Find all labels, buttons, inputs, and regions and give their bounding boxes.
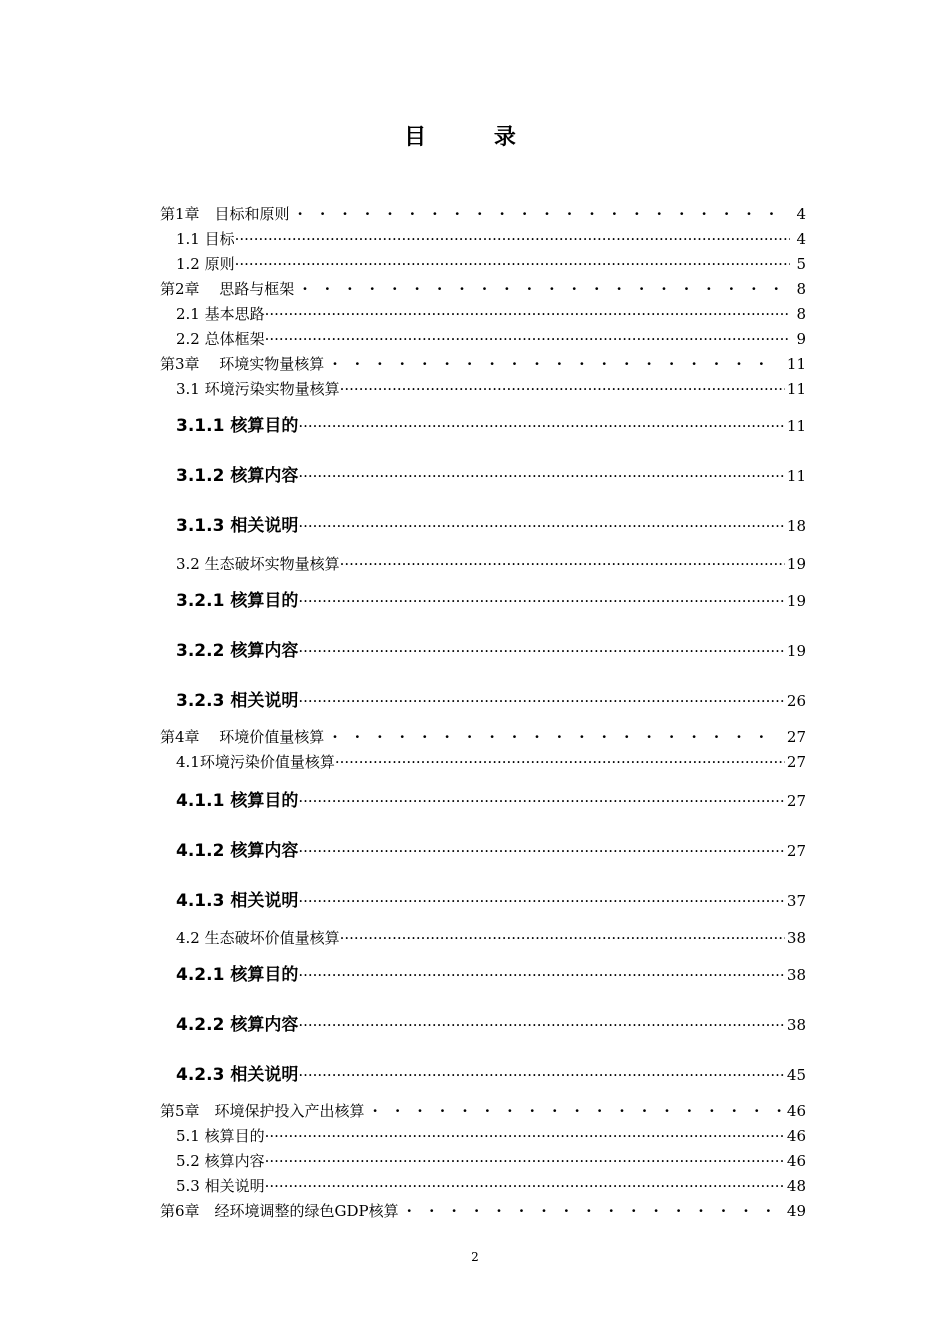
toc-entry-page: 27: [786, 728, 806, 746]
toc-entry-chap[interactable]: [160, 278, 806, 299]
toc-leader-dots: [265, 1177, 785, 1195]
toc-leader-dots: [298, 692, 785, 710]
toc-leader-dots: [340, 555, 785, 573]
toc-leader-dots: [298, 892, 785, 910]
toc-entry-page: 18: [786, 517, 806, 535]
toc-entry-page: 27: [786, 792, 806, 810]
toc-entry-page: 11: [786, 380, 806, 398]
toc-entry-page: 46: [786, 1152, 806, 1170]
toc-entry-label: 3.2.1 核算目的: [176, 591, 299, 611]
toc-leader-dots: [298, 1016, 785, 1034]
toc-leader-dots: [335, 753, 785, 771]
toc-entry-sec[interactable]: [176, 1175, 806, 1196]
toc-entry-label: 4.2.1 核算目的: [176, 965, 299, 985]
toc-entry-chap[interactable]: [160, 1200, 806, 1221]
toc-entry-sec[interactable]: [176, 1125, 806, 1146]
toc-entry-page: 45: [786, 1066, 806, 1084]
toc-leader-dots: [298, 1066, 785, 1084]
toc-entry-page: 4: [796, 230, 806, 248]
toc-entry-label: 3.2.2 核算内容: [176, 641, 299, 661]
toc-entry-label: 第1章 目标和原则: [160, 205, 290, 223]
toc-entry-sec[interactable]: [176, 927, 806, 948]
toc-entry-page: 27: [786, 842, 806, 860]
toc-leader-dots: [298, 642, 785, 660]
toc-entry-sub[interactable]: [176, 511, 806, 536]
toc-entry-page: 8: [796, 305, 806, 323]
toc-leader-dots: [298, 966, 785, 984]
toc-entry-label: 4.2.3 相关说明: [176, 1065, 299, 1085]
toc-leader-dots: [324, 728, 781, 746]
toc-entry-label: 5.2 核算内容: [176, 1152, 265, 1170]
toc-entry-sec[interactable]: [176, 378, 806, 399]
toc-leader-dots: [298, 592, 785, 610]
toc-entry-page: 38: [786, 929, 806, 947]
toc-entry-page: 46: [786, 1102, 806, 1120]
toc-leader-dots: [399, 1202, 781, 1220]
toc-entry-label: 第5章 环境保护投入产出核算: [160, 1102, 365, 1120]
toc-entry-label: 4.1.1 核算目的: [176, 791, 299, 811]
toc-entry-page: 4: [796, 205, 806, 223]
toc-entry-label: 2.1 基本思路: [176, 305, 265, 323]
toc-leader-dots: [298, 417, 785, 435]
toc-leader-dots: [265, 1127, 785, 1145]
toc-entry-page: 27: [786, 753, 806, 771]
toc-entry-sec[interactable]: [176, 303, 806, 324]
toc-entry-label: 4.2 生态破坏价值量核算: [176, 929, 340, 947]
toc-entry-label: 第4章 环境价值量核算: [160, 728, 325, 746]
toc-entry-page: 5: [796, 255, 806, 273]
toc-entry-label: 第6章 经环境调整的绿色GDP核算: [160, 1202, 399, 1220]
toc-entry-sub[interactable]: [176, 1010, 806, 1035]
toc-entry-page: 26: [786, 692, 806, 710]
toc-entry-page: 8: [796, 280, 806, 298]
toc-entry-sec[interactable]: [176, 228, 806, 249]
toc-entry-sub[interactable]: [176, 586, 806, 611]
toc-entry-page: 48: [786, 1177, 806, 1195]
toc-entry-page: 11: [786, 417, 806, 435]
toc-leader-dots: [298, 467, 785, 485]
toc-entry-sec[interactable]: [176, 751, 806, 772]
toc-entry-chap[interactable]: [160, 353, 806, 374]
toc-leader-dots: [340, 380, 785, 398]
toc-entry-page: 49: [786, 1202, 806, 1220]
toc-entry-page: 19: [786, 642, 806, 660]
toc-entry-label: 3.1.3 相关说明: [176, 516, 299, 536]
toc-entry-label: 第3章 环境实物量核算: [160, 355, 325, 373]
toc-leader-dots: [298, 842, 785, 860]
toc-entry-page: 19: [786, 555, 806, 573]
toc-entry-label: 3.2.3 相关说明: [176, 691, 299, 711]
toc-leader-dots: [365, 1102, 781, 1120]
toc-entry-label: 4.1.3 相关说明: [176, 891, 299, 911]
toc-leader-dots: [340, 929, 785, 947]
toc-entry-sec[interactable]: [176, 328, 806, 349]
toc-entry-chap[interactable]: [160, 203, 806, 224]
toc-entry-page: 38: [786, 966, 806, 984]
toc-entry-label: 1.2 原则: [176, 255, 235, 273]
toc-entry-sub[interactable]: [176, 636, 806, 661]
toc-entry-page: 11: [786, 467, 806, 485]
toc-entry-label: 3.2 生态破坏实物量核算: [176, 555, 340, 573]
toc-entry-chap[interactable]: [160, 1100, 806, 1121]
toc-leader-dots: [324, 355, 781, 373]
toc-entry-label: 3.1.2 核算内容: [176, 466, 299, 486]
toc-leader-dots: [298, 517, 785, 535]
toc-entry-label: 3.1 环境污染实物量核算: [176, 380, 340, 398]
toc-entry-sub[interactable]: [176, 461, 806, 486]
toc-leader-dots: [235, 255, 790, 273]
toc-entry-page: 9: [796, 330, 806, 348]
toc-entry-label: 4.1.2 核算内容: [176, 841, 299, 861]
page-number: 2: [471, 1250, 479, 1264]
toc-leader-dots: [294, 280, 786, 298]
toc-entry-sub[interactable]: [176, 886, 806, 911]
toc-entry-chap[interactable]: [160, 726, 806, 747]
toc-entry-label: 4.2.2 核算内容: [176, 1015, 299, 1035]
toc-leader-dots: [265, 330, 790, 348]
toc-entry-label: 4.1环境污染价值量核算: [176, 753, 335, 771]
toc-leader-dots: [235, 230, 790, 248]
toc-entry-sub[interactable]: [176, 786, 806, 811]
toc-entry-page: 11: [786, 355, 806, 373]
toc-entry-page: 37: [786, 892, 806, 910]
page-title: 目 录: [404, 125, 546, 150]
toc-entry-page: 46: [786, 1127, 806, 1145]
toc-entry-sub[interactable]: [176, 960, 806, 985]
toc-leader-dots: [298, 792, 785, 810]
toc-leader-dots: [290, 205, 786, 223]
toc-entry-label: 2.2 总体框架: [176, 330, 265, 348]
toc-leader-dots: [265, 305, 790, 323]
toc-entry-label: 5.1 核算目的: [176, 1127, 265, 1145]
toc-leader-dots: [265, 1152, 785, 1170]
toc-entry-sec[interactable]: [176, 253, 806, 274]
toc-entry-label: 3.1.1 核算目的: [176, 416, 299, 436]
toc-entry-sec[interactable]: [176, 1150, 806, 1171]
toc-entry-page: 38: [786, 1016, 806, 1034]
toc-entry-label: 第2章 思路与框架: [160, 280, 295, 298]
toc-entry-sub[interactable]: [176, 836, 806, 861]
toc-entry-page: 19: [786, 592, 806, 610]
toc-entry-label: 1.1 目标: [176, 230, 235, 248]
toc-entry-sub[interactable]: [176, 411, 806, 436]
toc-entry-sec[interactable]: [176, 553, 806, 574]
toc-entry-label: 5.3 相关说明: [176, 1177, 265, 1195]
toc-entry-sub[interactable]: [176, 1060, 806, 1085]
toc-entry-sub[interactable]: [176, 686, 806, 711]
